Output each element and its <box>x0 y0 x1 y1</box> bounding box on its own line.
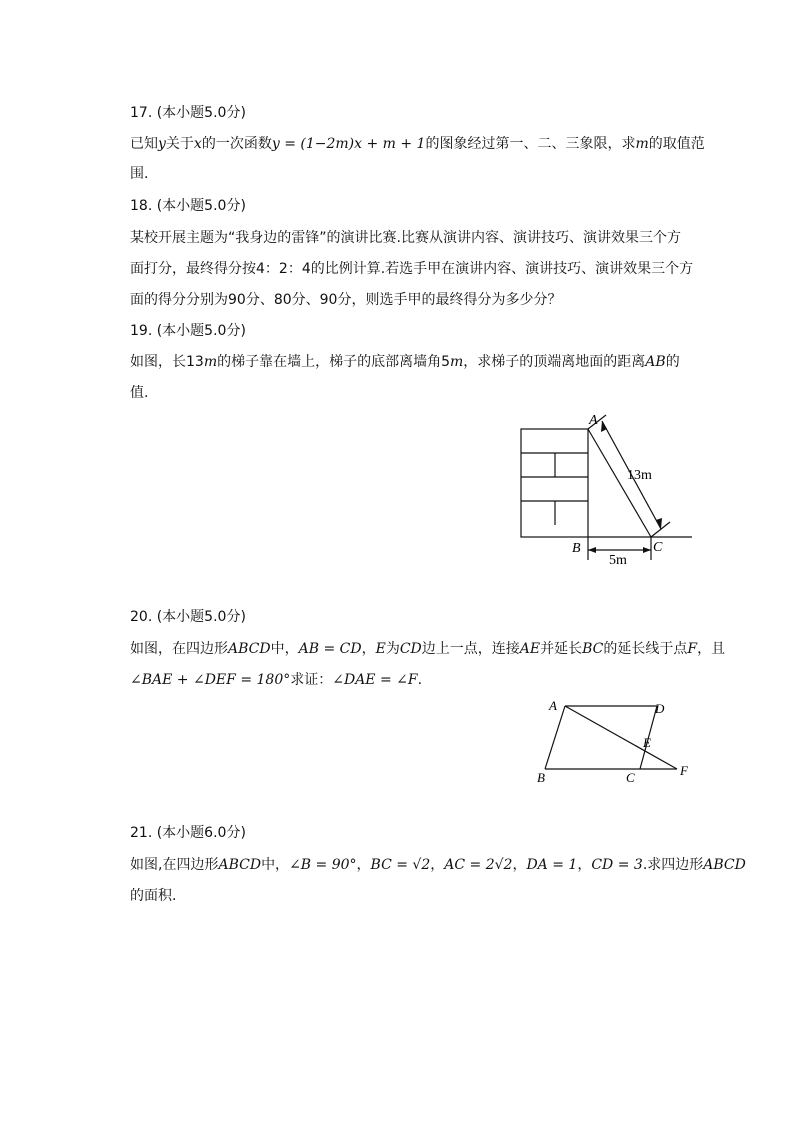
q19-header: 19. (本小题5.0分) <box>130 323 246 339</box>
label-b: B <box>572 541 581 556</box>
arrowhead <box>656 518 662 529</box>
label-13m: 13m <box>627 468 652 483</box>
label-b: B <box>537 770 545 785</box>
label-f: F <box>680 763 688 778</box>
label-c: C <box>653 540 663 555</box>
q18-line2: 面打分，最终得分按4：2：4的比例计算.若选手甲在演讲内容、演讲技巧、演讲效果三个方 <box>130 261 694 277</box>
q18-header: 18. (本小题5.0分) <box>130 198 246 214</box>
q17-header: 17. (本小题5.0分) <box>130 105 246 121</box>
arrowhead <box>588 547 596 553</box>
q20-line1: 如图，在四边形ABCD中，AB = CD，E为CD边上一点，连接AE并延长BC的延长线于点F，且 <box>130 641 726 657</box>
q17-line1: 已知y关于x的一次函数y = (1−2m)x + m + 1的图象经过第一、二、三象限，求m的取值范 <box>130 136 705 152</box>
q21-line1: 如图,在四边形ABCD中，∠B = 90°，BC = √2，AC = 2√2，DA = 1，CD = 3.求四边形ABCD <box>130 857 746 873</box>
q20-header: 20. (本小题5.0分) <box>130 609 246 625</box>
arrowhead <box>601 421 607 432</box>
label-a: A <box>589 413 598 428</box>
q21-line2: 的面积. <box>130 888 177 904</box>
q21-header: 21. (本小题6.0分) <box>130 825 246 841</box>
arrowhead <box>643 547 651 553</box>
quadrilateral-figure <box>535 695 700 790</box>
ladder-figure <box>510 405 700 575</box>
q18-line1: 某校开展主题为“我身边的雷锋”的演讲比赛.比赛从演讲内容、演讲技巧、演讲效果三个方 <box>130 230 681 246</box>
q18-line3: 面的得分分别为90分、80分、90分，则选手甲的最终得分为多少分？ <box>130 292 562 308</box>
label-a: A <box>549 698 557 713</box>
label-c: C <box>626 770 635 785</box>
label-5m: 5m <box>609 553 627 568</box>
q20-line2: ∠BAE + ∠DEF = 180°求证：∠DAE = ∠F. <box>130 672 423 688</box>
ladder-line <box>588 429 651 537</box>
q17-formula: y = (1−2m)x + m + 1 <box>271 136 426 152</box>
label-e: E <box>643 735 651 750</box>
q19-line2: 值. <box>130 385 149 401</box>
q17-line2: 围. <box>130 166 149 182</box>
side-ab <box>545 706 565 769</box>
q19-line1: 如图，长13m的梯子靠在墙上，梯子的底部离墙角5m，求梯子的顶端离地面的距离AB的 <box>130 354 680 370</box>
label-d: D <box>655 701 665 716</box>
